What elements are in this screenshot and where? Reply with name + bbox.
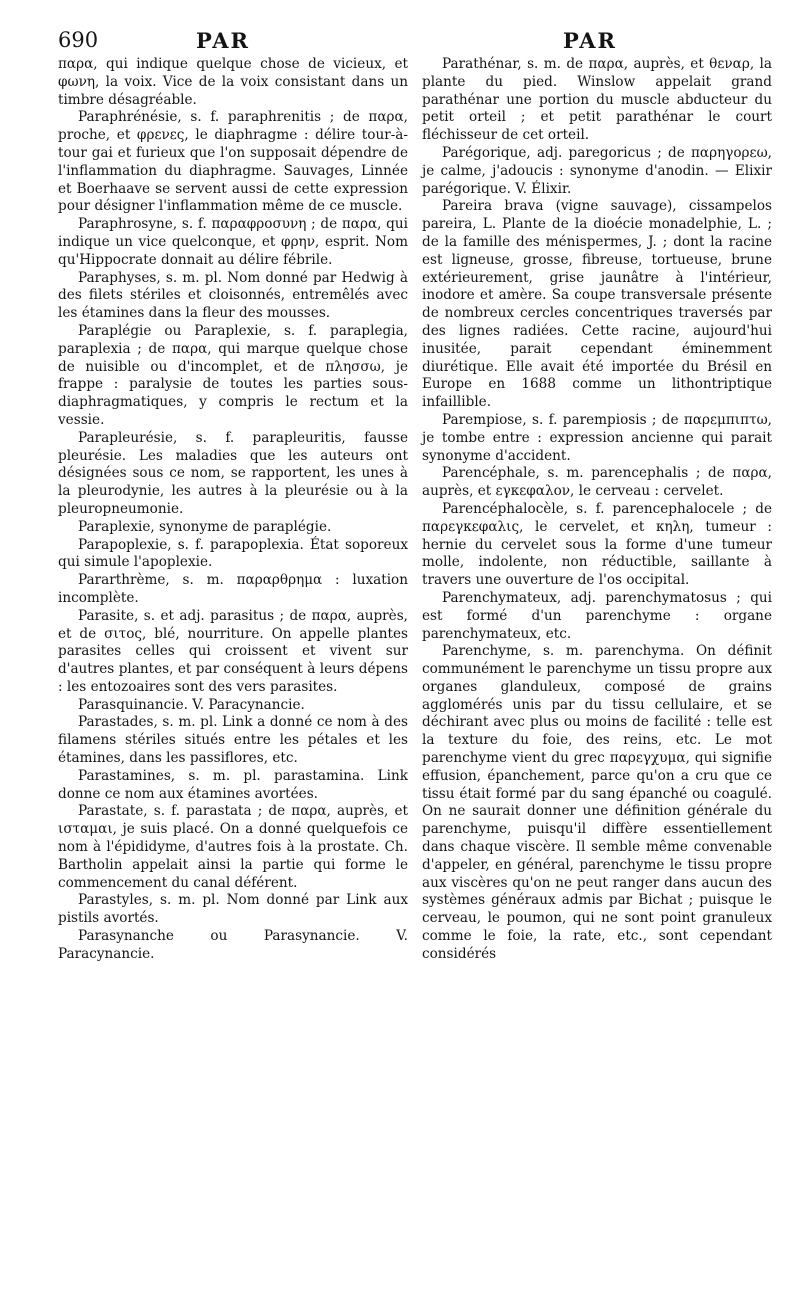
entry-paraplegie: Paraplégie ou Paraplexie, s. f. paraplegia, paraplexia ; de παρα, qui marque quelque chose de nuisible ou d'incomplet, et de πλησσω, je frappe : paralysie de toutes les parties sous-diaphragmatiques, y compris le rectum et la vessie. — [58, 322, 408, 428]
entry-parathenar: Parathénar, s. m. de παρα, auprès, et θεναρ, la plante du pied. Winslow appelait grand parathénar une portion du muscle abducteur du petit orteil ; et petit parathénar le court fléchisseur de cet orteil. — [422, 56, 772, 144]
entry-paraphrosyne: Paraphrosyne, s. f. παραφροσυνη ; de παρα, qui indique un vice quelconque, et φρην, esprit. Nom qu'Hippocrate donnait au délire fébrile. — [58, 216, 408, 268]
entry-parenchymateux: Parenchymateux, adj. parenchymatosus ; qui est formé d'un parenchyme : organe parenchymateux, etc. — [422, 589, 772, 642]
text-columns — [58, 56, 774, 964]
entry-parastyles: Parastyles, s. m. pl. Nom donné par Link aux pistils avortés. — [58, 892, 408, 927]
entry-parastate: Parastate, s. f. parastata ; de παρα, auprès, et ισταμαι, je suis placé. On a donné quelquefois ce nom à l'épididyme, d'autres fois à la prostate. Ch. Bartholin appelait ainsi la partie qui forme le commencement du canal déférent. — [58, 803, 408, 891]
running-head-left: PAR — [196, 28, 251, 53]
running-head-right: PAR — [563, 28, 618, 53]
entry-parencephalocele: Parencéphalocèle, s. f. parencephalocele ; de παρεγκεφαλις, le cervelet, et κηλη, tumeur : hernie du cervelet sous la forme d'une tumeur molle, indolente, non réductible, saillante à travers une ouverture de l'os occipital. — [422, 500, 772, 589]
entry-pararthreme: Pararthrème, s. m. παραρθρημα : luxation incomplète. — [58, 572, 408, 606]
entry-parencephale: Parencéphale, s. m. parencephalis ; de παρα, auprès, et εγκεφαλον, le cerveau : cervelet. — [422, 465, 772, 500]
entry-parastamines: Parastamines, s. m. pl. parastamina. Link donne ce nom aux étamines avortées. — [58, 767, 408, 802]
entry-paregorique: Parégorique, adj. paregoricus ; de παρηγορεω, je calme, j'adoucis : synonyme d'anodin. — Elixir parégorique. V. Élixir. — [422, 144, 772, 197]
left-column — [58, 56, 408, 964]
entry-pareira-brava: Pareira brava (vigne sauvage), cissampelos pareira, L. Plante de la dioécie monadelphie, L. ; de la famille des ménispermes, J. ; dont la racine est ligneuse, grosse, fibreuse, tortueuse, brune extérieurement, grise jaunâtre à l'intérieur, inodore et amère. Sa coupe transversale présente de nombreux cercles concentriques traversés par des lignes radiées. Cette racine, aujourd'hui inusitée, parait cependant éminemment diurétique. Elle avait été importée du Brésil en Europe en 1688 comme un lithontriptique infaillible. — [422, 198, 772, 411]
entry-parasquinancie: Parasquinancie. V. Paracynancie. — [78, 696, 305, 713]
entry-paraplexie: Paraplexie, synonyme de paraplégie. — [78, 518, 332, 535]
entry-parasynanche: Parasynanche ou Parasynancie. V. Paracynancie. — [58, 928, 408, 962]
entry-parastades: Parastades, s. m. pl. Link a donné ce nom à des filamens stériles situés entre les pétales et les étamines, dans les passiflores, etc. — [58, 714, 408, 767]
entry-paraphyses: Paraphyses, s. m. pl. Nom donné par Hedwig à des filets stériles et cloisonnés, entremêlés avec les étamines dans la fleur des mousses. — [58, 269, 408, 322]
entry-parempiose: Parempiose, s. f. parempiosis ; de παρεμπιπτω, je tombe entre : expression ancienne qui parait synonyme d'accident. — [422, 411, 772, 464]
entry-parasite: Parasite, s. et adj. parasitus ; de παρα, auprès, et de σιτος, blé, nourriture. On appelle plantes parasites celles qui croissent et vivent sur d'autres plantes, et par conséquent à leurs dépens : les entozoaires sont des vers parasites. — [58, 607, 408, 695]
entry-parapoplexie: Parapoplexie, s. f. parapoplexia. État soporeux qui simule l'apoplexie. — [58, 536, 408, 571]
entry-paraphrenesie: Paraphrénésie, s. f. paraphrenitis ; de παρα, proche, et φρενες, le diaphragme : délire tour-à-tour gai et furieux que l'on supposait dépendre de l'inflammation du diaphragme. Sauvages, Linnée et Boerhaave se servent aussi de cette expression pour désigner l'inflammation même de ce muscle. — [58, 109, 408, 215]
entry-parapleuresie: Parapleurésie, s. f. parapleuritis, fausse pleurésie. Les maladies que les auteurs ont désignées sous ce nom, se rapportent, les unes à la pleurodynie, les autres à la pleurésie ou à la pleuropneumonie. — [58, 429, 408, 517]
page-header — [58, 22, 774, 56]
entry-continuation: παρα, qui indique quelque chose de vicieux, et φωνη, la voix. Vice de la voix consistant dans un timbre désagréable. — [58, 56, 408, 108]
entry-parenchyme: Parenchyme, s. m. parenchyma. On définit communément le parenchyme un tissu propre aux organes glanduleux, composé de grains agglomérés unis par du tissu cellulaire, et se déchirant avec plus ou moins de facilité : telle est la texture du foie, des reins, etc. Le mot parenchyme vient du grec παρεγχυμα, qui signifie effusion, épanchement, parce qu'on a cru que ce tissu était formé par du sang épanché ou coagulé. On ne saurait donner une définition générale du parenchyme, puisqu'il diffère essentiellement dans chaque viscère. Il semble même convenable d'appeler, en général, parenchyme le tissu propre aux viscères qu'on ne peut ranger dans aucun des systèmes généraux admis par Bichat ; puisque le cerveau, le poumon, qui ne sont point granuleux comme le foie, la rate, etc., sont cependant considérés — [422, 643, 772, 962]
right-column — [422, 56, 772, 964]
page-number: 690 — [58, 28, 99, 52]
